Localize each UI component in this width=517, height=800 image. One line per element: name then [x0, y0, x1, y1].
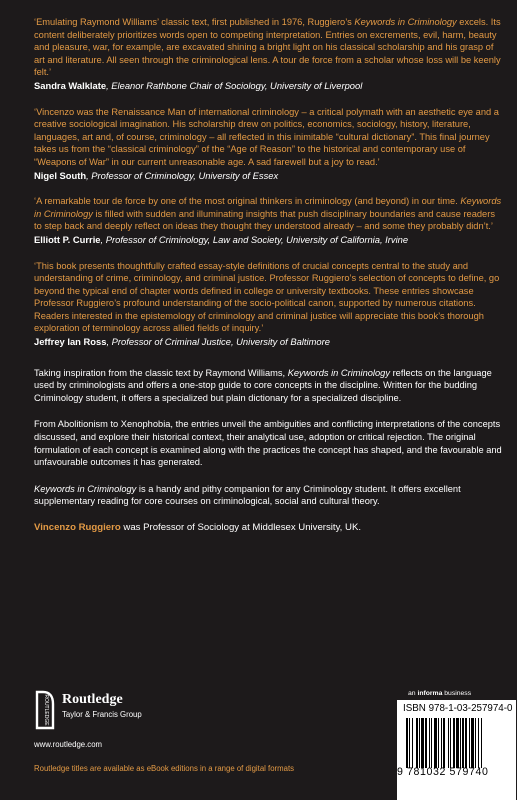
blurb-paragraph-2: From Abolitionism to Xenophobia, the entries unveil the ambiguities and conflicting interpretations of the concepts discussed, and explore their historical context, their analytical use, adoption or critical rejection. The original formulation of each concept is examined along with the practices the concept has shaped, and the favourable and unfavourable outcomes it has generated.	[34, 419, 502, 468]
barcode-bar	[478, 718, 479, 768]
barcode-bar	[441, 718, 442, 768]
barcode-bar	[456, 718, 459, 768]
blurb-paragraph-1: Taking inspiration from the classic text by Raymond Williams, Keywords in Criminology reflects on the language used by criminologists and offers a one-stop guide to core concepts in the discipline. Written for the budding Criminology student, it offers a specialized but plain dictionary for a specialized discipline.	[34, 367, 492, 403]
quote-text: ‘Vincenzo was the Renaissance Man of international criminology – a critical polymath with an aesthetic eye and a creative sociological imagination. His scholarship drew on politics, economics, sociology, history, literature, languages, art and, of course, criminology – all reflected in this inimitable “cultural dictionary”. This final journey takes us from the “classical criminology” of the “Age of Reason” to the historical and contemporary use of “Weapons of War” in our current unreasonable age. A sad farewell but a joy to read.’	[34, 106, 499, 167]
endorsement-quote	[34, 195, 504, 246]
quote-text: ‘Emulating Raymond Williams’ classic text, first published in 1976, Ruggiero’s Keywords in Criminology excels. Its content deliberately prioritizes words open to competing interpretation. Entries on excrements, evil, harm, beauty and pleasure, war, for example, are excavated shining a bright light on his classical scholarship and his grasp of art and literature. All seen through the criminological lens. A tour de force from a scholar whose loss will be keenly felt.’	[34, 17, 501, 78]
barcode-bar	[475, 718, 476, 768]
informa-business-label: an informa business	[408, 690, 472, 697]
logo-vertical-text: ROUTLEDGE	[43, 694, 49, 726]
barcode-bar	[443, 718, 445, 768]
blurb-paragraph-3: Keywords in Criminology is a handy and pithy companion for any Criminology student. It offers excellent supplementary reading for core courses on criminological, social and cultural theory.	[34, 483, 461, 507]
barcode-bar	[416, 718, 418, 768]
publisher-logo	[34, 690, 214, 742]
quote-text: ‘A remarkable tour de force by one of the most original thinkers in criminology (and beyond) in our time. Keywords in Criminology is filled with sudden and illuminating insights that push disciplinary boundaries and cause readers to step back and deeply reflect on ideas they thought they understood already – and some they probably didn’t.’	[34, 196, 502, 232]
barcode-number: 9 781032 579740	[397, 766, 489, 778]
barcode-bar	[409, 718, 410, 768]
quote-attribution: Sandra Walklate, Eleanor Rathbone Chair of Sociology, University of Liverpool	[34, 79, 363, 91]
barcode-bar	[469, 718, 470, 768]
publisher-name: Routledge	[62, 692, 123, 707]
barcode-bar	[421, 718, 424, 768]
barcode-bar	[460, 718, 461, 768]
barcode-bar	[453, 718, 455, 768]
barcode-bar	[412, 718, 413, 768]
barcode-bar	[419, 718, 420, 768]
routledge-logo-icon	[34, 690, 56, 730]
barcode-bar	[438, 718, 439, 768]
barcode-bar	[429, 718, 430, 768]
barcode-bar	[471, 718, 474, 768]
ebook-note: Routledge titles are available as eBook editions in a range of digital formats	[34, 764, 295, 773]
barcode-bar	[462, 718, 464, 768]
endorsement-quote	[34, 260, 504, 349]
quote-text: ‘This book presents thoughtfully crafted essay-style definitions of crucial concepts central to the study and understanding of crime, criminology, and criminal justice. Professor Ruggiero’s selection of concepts to define, go beyond the typical end of chapter words defined in college or university textbooks. These entries showcase Professor Ruggiero’s profound understanding of the socio-political canon, supported by numerous citations. Readers interested in the epistemology of criminology and criminal justice will appreciate this book’s thorough exploration of terminology across allied fields of inquiry.’	[34, 260, 500, 334]
author-name: Vincenzo Ruggiero	[34, 522, 121, 533]
barcode-box	[397, 700, 516, 800]
barcode-bar	[434, 718, 437, 768]
quote-attribution: Elliott P. Currie, Professor of Criminology, Law and Society, University of California, Irvine	[34, 233, 409, 245]
barcode-bar	[431, 718, 432, 768]
publisher-website: www.routledge.com	[34, 740, 103, 749]
author-bio: Vincenzo Ruggiero was Professor of Sociology at Middlesex University, UK.	[34, 522, 362, 533]
cover-content	[34, 16, 504, 535]
barcode-bar	[406, 718, 408, 768]
quote-attribution: Nigel South, Professor of Criminology, University of Essex	[34, 169, 279, 181]
endorsement-quote	[34, 16, 504, 93]
barcode-bar	[465, 718, 467, 768]
barcode-bar	[448, 718, 449, 768]
publisher-group: Taylor & Francis Group	[62, 710, 142, 719]
barcode-bar	[425, 718, 427, 768]
quote-attribution: Jeffrey Ian Ross, Professor of Criminal Justice, University of Baltimore	[34, 336, 330, 348]
isbn-text: ISBN 978-1-03-257974-0	[403, 703, 513, 714]
endorsement-quote	[34, 106, 504, 183]
barcode-bar	[450, 718, 451, 768]
barcode-icon	[405, 718, 511, 768]
barcode-bar	[481, 718, 482, 768]
